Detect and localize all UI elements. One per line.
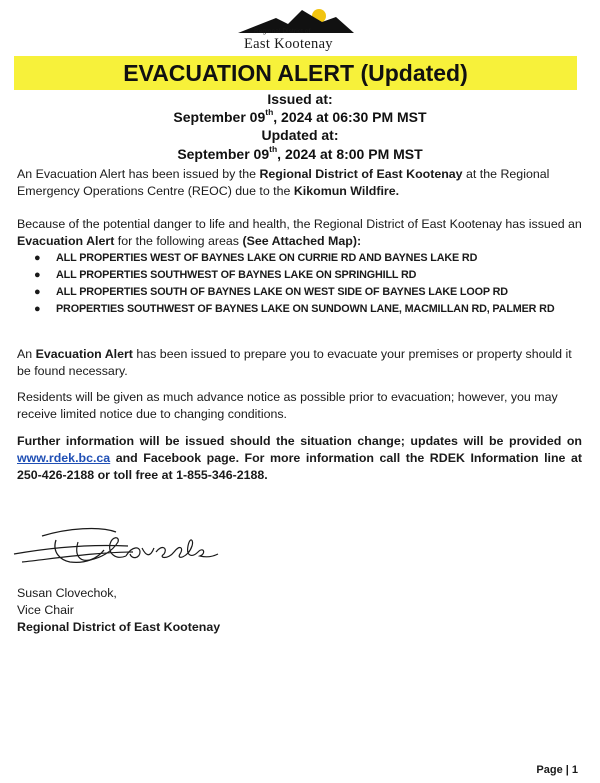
further-info-text-2: and Facebook page. For more information call the RDEK Information line at 250-426-2188 or toll free at 1-855-346-2188. <box>17 451 582 482</box>
areas-intro-text-2: for the following areas <box>114 234 243 248</box>
further-info-paragraph <box>17 433 582 484</box>
alert-title: EVACUATION ALERT (Updated) <box>123 60 468 86</box>
issued-date-main: September 09 <box>173 109 266 125</box>
updated-date <box>0 146 600 162</box>
issued-date-ordinal: th <box>265 107 274 118</box>
areas-intro-text-1: Because of the potential danger to life and health, the Regional District of East Kootenay has issued an <box>17 217 582 231</box>
area-text: ALL PROPERTIES SOUTH OF BAYNES LAKE ON WEST SIDE OF BAYNES LAKE LOOP RD <box>56 286 508 298</box>
prepare-bold-alert: Evacuation Alert <box>35 347 133 361</box>
prepare-text-1: An <box>17 347 36 361</box>
area-text: PROPERTIES SOUTHWEST OF BAYNES LAKE ON SUNDOWN LANE, MACMILLAN RD, PALMER RD <box>56 303 555 315</box>
updated-date-ordinal: th <box>269 144 278 155</box>
intro-bold-fire: Kikomun Wildfire. <box>293 184 400 198</box>
signer-block <box>17 585 220 636</box>
intro-bold-org: Regional District of East Kootenay <box>259 167 463 181</box>
logo-small-text: Regional District of <box>254 28 311 35</box>
alert-title-banner <box>14 56 577 90</box>
updated-date-rest: , 2024 at 8:00 PM MST <box>277 146 423 162</box>
notice-paragraph: Residents will be given as much advance notice as possible prior to evacuation; however, you may receive limited notice due to changing conditions. <box>17 390 558 421</box>
bullet-icon: ● <box>34 269 41 281</box>
intro-text-2: at the Regional Emergency Operations Centre (REOC) due to the <box>17 167 550 198</box>
rdek-website-link[interactable]: www.rdek.bc.ca <box>17 451 111 465</box>
logo-org-name: East Kootenay <box>244 36 333 52</box>
issued-label: Issued at: <box>267 91 333 107</box>
bullet-icon: ● <box>34 303 41 315</box>
areas-intro-paragraph <box>17 216 582 250</box>
intro-text-1: An Evacuation Alert has been issued by the <box>17 167 260 181</box>
signer-name: Susan Clovechok, <box>17 586 117 600</box>
issued-date-rest: , 2024 at 06:30 PM MST <box>273 109 427 125</box>
intro-paragraph <box>17 166 582 200</box>
prepare-paragraph <box>17 346 582 380</box>
updated-label: Updated at: <box>261 127 339 143</box>
issued-date <box>0 109 600 125</box>
bullet-icon: ● <box>34 286 41 298</box>
signer-title: Vice Chair <box>17 603 74 617</box>
signature-image <box>8 522 223 577</box>
list-item <box>17 284 582 301</box>
list-item <box>17 301 582 318</box>
area-text: ALL PROPERTIES SOUTHWEST OF BAYNES LAKE ON SPRINGHILL RD <box>56 269 417 281</box>
list-item <box>17 250 582 267</box>
bullet-icon: ● <box>34 252 41 264</box>
updated-date-main: September 09 <box>177 146 270 162</box>
signer-organization: Regional District of East Kootenay <box>17 620 221 634</box>
rdek-logo <box>236 4 356 58</box>
page-number: Page | 1 <box>536 764 578 776</box>
areas-intro-bold-alert: Evacuation Alert <box>17 234 115 248</box>
areas-intro-bold-map: (See Attached Map): <box>242 234 362 248</box>
list-item <box>17 267 582 284</box>
further-info-text-1: Further information will be issued should the situation change; updates will be provided on <box>17 434 582 448</box>
affected-areas-list <box>17 250 582 318</box>
prepare-text-2: has been issued to prepare you to evacuate your premises or property should it be found necessary. <box>17 347 572 378</box>
area-text: ALL PROPERTIES WEST OF BAYNES LAKE ON CURRIE RD AND BAYNES LAKE RD <box>56 252 478 264</box>
